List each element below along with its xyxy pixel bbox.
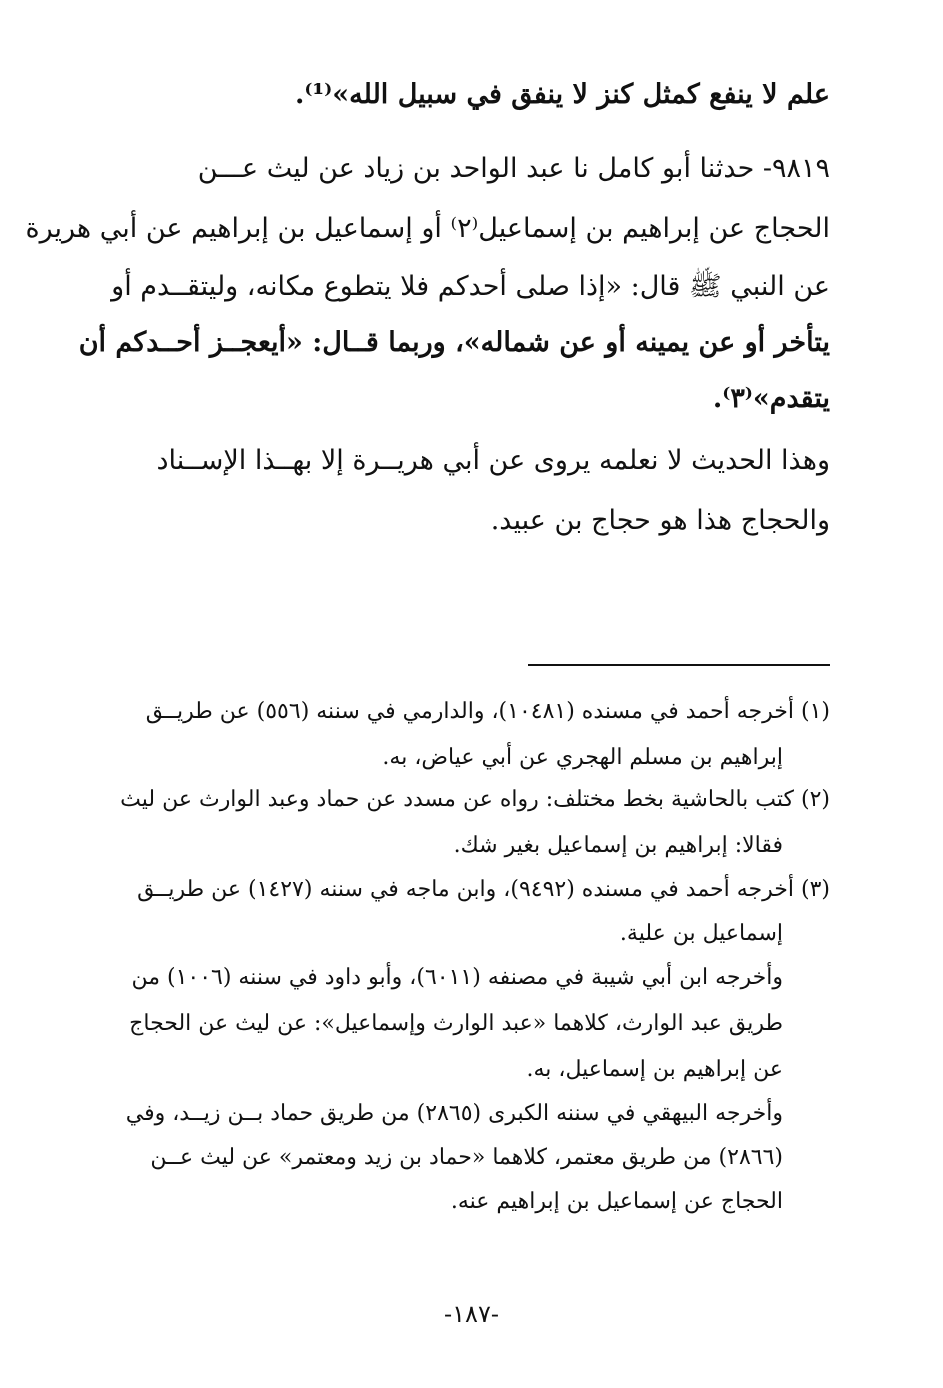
footnote-1-line-2: إبراهيم بن مسلم الهجري عن أبي عياض، به. <box>382 745 783 770</box>
hadith-number-line: ٩٨١٩- حدثنا أبو كامل نا عبد الواحد بن زياد عن ليث عـــن <box>197 153 830 184</box>
footnote-3-line-6: وأخرجه البيهقي في سننه الكبرى (٢٨٦٥) من طريق حماد بــن زيــد، وفي <box>125 1101 783 1126</box>
footnote-3-line-7: (٢٨٦٦) من طريق معتمر، كلاهما «حماد بن زيد ومعتمر» عن ليث عــن <box>150 1145 783 1170</box>
footnote-2-line-2: فقالا: إبراهيم بن إسماعيل بغير شك. <box>453 833 783 858</box>
text-line-4: عن النبي ﷺ قال: «إذا صلى أحدكم فلا يتطوع مكانه، وليتقــدم أو <box>111 271 830 302</box>
text-line-6: يتقدم»⁽٣⁾. <box>712 383 830 414</box>
footnote-3-line-3: وأخرجه ابن أبي شيبة في مصنفه (٦٠١١)، وأبو داود في سننه (١٠٠٦) من <box>131 965 783 990</box>
footnote-1-line-1: (١) أخرجه أحمد في مسنده (١٠٤٨١)، والدارمي في سننه (٥٥٦) عن طريــق <box>145 699 830 724</box>
footnote-3-line-1: (٣) أخرجه أحمد في مسنده (٩٤٩٢)، وابن ماجه في سننه (١٤٢٧) عن طريــق <box>137 877 830 902</box>
text-line-8: والحجاج هذا هو حجاج بن عبيد. <box>490 505 830 536</box>
footnote-separator <box>528 664 830 666</box>
footnote-2-line-1: (٢) كتب بالحاشية بخط مختلف: رواه عن مسدد عن حماد وعبد الوارث عن ليث <box>120 787 830 812</box>
footnote-3-line-4: طريق عبد الوارث، كلاهما «عبد الوارث وإسماعيل»: عن ليث عن الحجاج <box>129 1011 783 1036</box>
footnote-3-line-8: الحجاج عن إسماعيل بن إبراهيم عنه. <box>450 1189 783 1214</box>
text-line-7: وهذا الحديث لا نعلمه يروى عن أبي هريــرة إلا بهــذا الإســناد <box>156 445 830 476</box>
footnote-3-line-5: عن إبراهيم بن إسماعيل، به. <box>526 1057 783 1082</box>
page-number: -١٨٧- <box>444 1300 499 1328</box>
text-line-1: علم لا ينفع كمثل كنز لا ينفق في سبيل الله»⁽¹⁾. <box>294 79 830 110</box>
text-line-3: الحجاج عن إبراهيم بن إسماعيل⁽٢⁾ أو إسماعيل بن إبراهيم عن أبي هريرة <box>25 213 830 244</box>
text-line-5: يتأخر أو عن يمينه أو عن شماله»، وربما قــال: «أيعجــز أحــدكم أن <box>78 327 830 358</box>
footnote-3-line-2: إسماعيل بن علية. <box>619 921 783 946</box>
